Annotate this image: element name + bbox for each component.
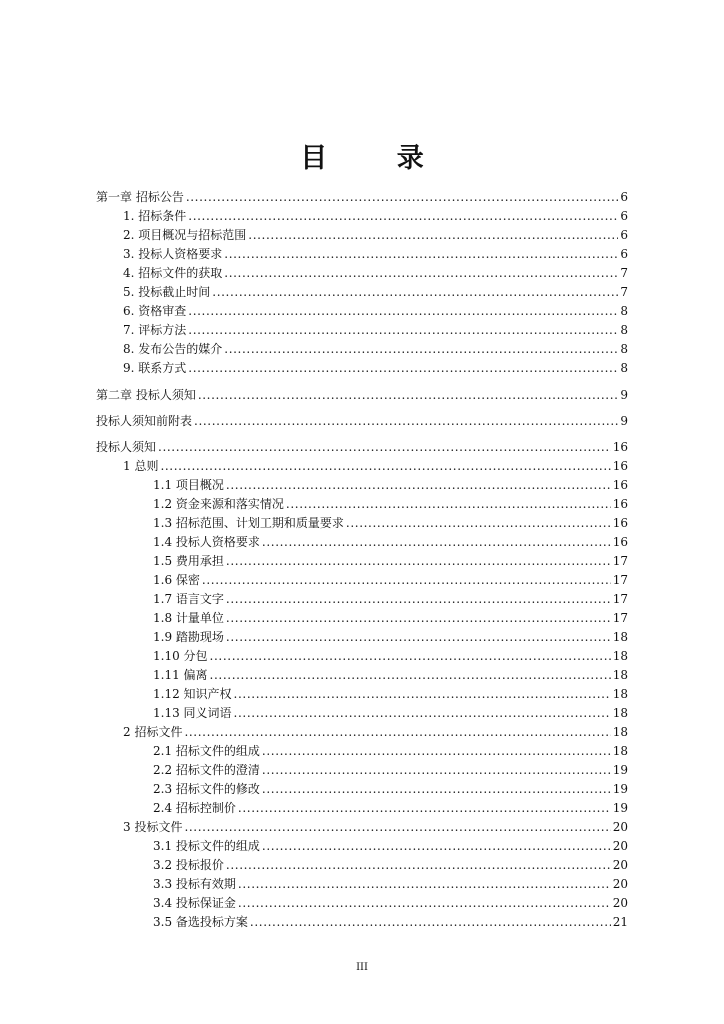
toc-entry-label: 第二章 投标人须知 bbox=[96, 388, 196, 402]
toc-entry-label: 2.3 招标文件的修改 bbox=[153, 782, 260, 796]
toc-entry-page-number: 20 bbox=[612, 820, 628, 834]
dot-leader bbox=[210, 647, 611, 666]
dot-leader bbox=[234, 704, 611, 723]
toc-entry-label: 1.7 语言文字 bbox=[153, 592, 224, 606]
dot-leader bbox=[212, 283, 618, 302]
toc-entry-page-number: 7 bbox=[620, 266, 628, 280]
dot-leader bbox=[226, 856, 611, 875]
dot-leader bbox=[198, 386, 619, 405]
toc-entry-page-number: 20 bbox=[612, 896, 628, 910]
toc-entry[interactable] bbox=[0, 685, 724, 704]
toc-entry-label: 2.4 招标控制价 bbox=[153, 801, 236, 815]
toc-entry[interactable] bbox=[0, 245, 724, 264]
dot-leader bbox=[262, 780, 611, 799]
toc-entry-page-number: 6 bbox=[620, 190, 628, 204]
toc-entry-label: 3.4 投标保证金 bbox=[153, 896, 236, 910]
toc-entry-label: 2.1 招标文件的组成 bbox=[153, 744, 260, 758]
toc-entry-label: 3.3 投标有效期 bbox=[153, 877, 236, 891]
toc-entry-label: 1.3 招标范围、计划工期和质量要求 bbox=[153, 516, 344, 530]
toc-entry-page-number: 18 bbox=[612, 706, 628, 720]
dot-leader bbox=[262, 837, 611, 856]
toc-entry-label: 1.10 分包 bbox=[153, 649, 208, 663]
toc-entry-label: 1.9 踏勘现场 bbox=[153, 630, 224, 644]
toc-entry-label: 4. 招标文件的获取 bbox=[123, 266, 223, 280]
toc-entry[interactable] bbox=[0, 780, 724, 799]
toc-entry-page-number: 17 bbox=[612, 573, 628, 587]
dot-leader bbox=[194, 412, 618, 431]
toc-entry-label: 3.1 投标文件的组成 bbox=[153, 839, 260, 853]
toc-entry-page-number: 18 bbox=[612, 744, 628, 758]
toc-entry-page-number: 19 bbox=[612, 782, 628, 796]
toc-entry[interactable] bbox=[0, 837, 724, 856]
dot-leader bbox=[224, 245, 618, 264]
toc-entry-page-number: 8 bbox=[620, 361, 628, 375]
toc-entry-page-number: 16 bbox=[612, 440, 628, 454]
toc-entry[interactable] bbox=[0, 913, 724, 932]
dot-leader bbox=[250, 913, 611, 932]
toc-entry-page-number: 16 bbox=[612, 459, 628, 473]
toc-entry[interactable] bbox=[0, 386, 724, 405]
toc-entry[interactable] bbox=[0, 666, 724, 685]
toc-entry-label: 1.11 偏离 bbox=[153, 668, 208, 682]
toc-entry-label: 1.2 资金来源和落实情况 bbox=[153, 497, 284, 511]
dot-leader bbox=[226, 590, 611, 609]
toc-entry[interactable] bbox=[0, 761, 724, 780]
toc-entry[interactable] bbox=[0, 723, 724, 742]
toc-entry-label: 2. 项目概况与招标范围 bbox=[123, 228, 247, 242]
toc-entry-page-number: 8 bbox=[620, 342, 628, 356]
toc-entry[interactable] bbox=[0, 340, 724, 359]
toc-entry-label: 1.12 知识产权 bbox=[153, 687, 232, 701]
dot-leader bbox=[262, 742, 611, 761]
page-number-footer: III bbox=[356, 962, 368, 973]
toc-entry[interactable] bbox=[0, 476, 724, 495]
toc-entry[interactable] bbox=[0, 438, 724, 457]
toc-entry-label: 9. 联系方式 bbox=[123, 361, 187, 375]
toc-entry[interactable] bbox=[0, 799, 724, 818]
toc-entry-page-number: 18 bbox=[612, 668, 628, 682]
dot-leader bbox=[346, 514, 611, 533]
dot-leader bbox=[286, 495, 611, 514]
dot-leader bbox=[184, 723, 610, 742]
toc-entry[interactable] bbox=[0, 188, 724, 207]
toc-entry-page-number: 18 bbox=[612, 725, 628, 739]
dot-leader bbox=[226, 609, 611, 628]
dot-leader bbox=[226, 476, 611, 495]
toc-entry-label: 1. 招标条件 bbox=[123, 209, 187, 223]
page-title: 目 录 bbox=[300, 143, 454, 174]
toc-entry-label: 2 招标文件 bbox=[123, 725, 183, 739]
toc-entry-page-number: 17 bbox=[612, 592, 628, 606]
toc-entry[interactable] bbox=[0, 283, 724, 302]
toc-entry-page-number: 6 bbox=[620, 209, 628, 223]
dot-leader bbox=[238, 799, 611, 818]
toc-entry-page-number: 16 bbox=[612, 497, 628, 511]
toc-entry[interactable] bbox=[0, 609, 724, 628]
dot-leader bbox=[158, 438, 611, 457]
dot-leader bbox=[210, 666, 611, 685]
toc-entry-label: 1.8 计量单位 bbox=[153, 611, 224, 625]
toc-entry-label: 3.2 投标报价 bbox=[153, 858, 224, 872]
toc-entry-page-number: 7 bbox=[620, 285, 628, 299]
toc-entry-page-number: 18 bbox=[612, 649, 628, 663]
toc-entry-page-number: 19 bbox=[612, 801, 628, 815]
toc-entry[interactable] bbox=[0, 856, 724, 875]
dot-leader bbox=[226, 552, 611, 571]
dot-leader bbox=[160, 457, 610, 476]
toc-entry-page-number: 6 bbox=[620, 228, 628, 242]
toc-entry-page-number: 16 bbox=[612, 516, 628, 530]
toc-entry-label: 2.2 招标文件的澄清 bbox=[153, 763, 260, 777]
dot-leader bbox=[188, 302, 618, 321]
dot-leader bbox=[224, 264, 618, 283]
dot-leader bbox=[202, 571, 611, 590]
toc-entry[interactable] bbox=[0, 533, 724, 552]
toc-entry-page-number: 16 bbox=[612, 535, 628, 549]
toc-entry[interactable] bbox=[0, 457, 724, 476]
toc-entry-label: 3 投标文件 bbox=[123, 820, 183, 834]
dot-leader bbox=[184, 818, 610, 837]
dot-leader bbox=[188, 207, 618, 226]
toc-entry-label: 1.13 同义词语 bbox=[153, 706, 232, 720]
toc-entry-page-number: 20 bbox=[612, 858, 628, 872]
toc-entry[interactable] bbox=[0, 552, 724, 571]
toc-entry-label: 投标人须知 bbox=[96, 440, 157, 454]
toc-entry-label: 3. 投标人资格要求 bbox=[123, 247, 223, 261]
toc-entry[interactable] bbox=[0, 226, 724, 245]
toc-entry[interactable] bbox=[0, 207, 724, 226]
toc-entry-page-number: 17 bbox=[612, 554, 628, 568]
dot-leader bbox=[188, 359, 618, 378]
toc-entry-label: 5. 投标截止时间 bbox=[123, 285, 211, 299]
toc-entry[interactable] bbox=[0, 742, 724, 761]
dot-leader bbox=[262, 533, 611, 552]
toc-entry-label: 第一章 招标公告 bbox=[96, 190, 184, 204]
toc-entry[interactable] bbox=[0, 875, 724, 894]
toc-entry-label: 1.1 项目概况 bbox=[153, 478, 224, 492]
toc-entry-page-number: 8 bbox=[620, 304, 628, 318]
toc-entry-label: 6. 资格审查 bbox=[123, 304, 187, 318]
toc-entry-page-number: 20 bbox=[612, 839, 628, 853]
toc-entry[interactable] bbox=[0, 412, 724, 431]
dot-leader bbox=[226, 628, 611, 647]
toc-entry-label: 1.4 投标人资格要求 bbox=[153, 535, 260, 549]
toc-entry-label: 3.5 备选投标方案 bbox=[153, 915, 248, 929]
dot-leader bbox=[248, 226, 618, 245]
toc-entry-page-number: 9 bbox=[620, 388, 628, 402]
dot-leader bbox=[188, 321, 618, 340]
toc-entry-page-number: 16 bbox=[612, 478, 628, 492]
dot-leader bbox=[234, 685, 611, 704]
toc-entry-label: 1 总则 bbox=[123, 459, 159, 473]
toc-entry-label: 7. 评标方法 bbox=[123, 323, 187, 337]
toc-entry-page-number: 18 bbox=[612, 687, 628, 701]
toc-entry-label: 1.5 费用承担 bbox=[153, 554, 224, 568]
toc-entry[interactable] bbox=[0, 647, 724, 666]
toc-entry-page-number: 19 bbox=[612, 763, 628, 777]
toc-entry[interactable] bbox=[0, 514, 724, 533]
toc-entry-label: 8. 发布公告的媒介 bbox=[123, 342, 223, 356]
toc-entry[interactable] bbox=[0, 321, 724, 340]
toc-entry-page-number: 8 bbox=[620, 323, 628, 337]
toc-entry-label: 投标人须知前附表 bbox=[96, 414, 193, 428]
toc-entry[interactable] bbox=[0, 571, 724, 590]
toc-entry[interactable] bbox=[0, 628, 724, 647]
toc-entry[interactable] bbox=[0, 495, 724, 514]
toc-entry[interactable] bbox=[0, 894, 724, 913]
toc-entry-page-number: 20 bbox=[612, 877, 628, 891]
toc-entry[interactable] bbox=[0, 590, 724, 609]
toc-entry[interactable] bbox=[0, 302, 724, 321]
toc-entry[interactable] bbox=[0, 818, 724, 837]
dot-leader bbox=[262, 761, 611, 780]
toc-entry-page-number: 9 bbox=[620, 414, 628, 428]
toc-entry-page-number: 17 bbox=[612, 611, 628, 625]
toc-entry[interactable] bbox=[0, 264, 724, 283]
toc-entry-page-number: 18 bbox=[612, 630, 628, 644]
dot-leader bbox=[186, 188, 619, 207]
toc-entry-page-number: 21 bbox=[612, 915, 628, 929]
dot-leader bbox=[224, 340, 618, 359]
dot-leader bbox=[238, 875, 611, 894]
toc-entry[interactable] bbox=[0, 359, 724, 378]
toc-entry-page-number: 6 bbox=[620, 247, 628, 261]
dot-leader bbox=[238, 894, 611, 913]
toc-entry[interactable] bbox=[0, 704, 724, 723]
toc-entry-label: 1.6 保密 bbox=[153, 573, 200, 587]
